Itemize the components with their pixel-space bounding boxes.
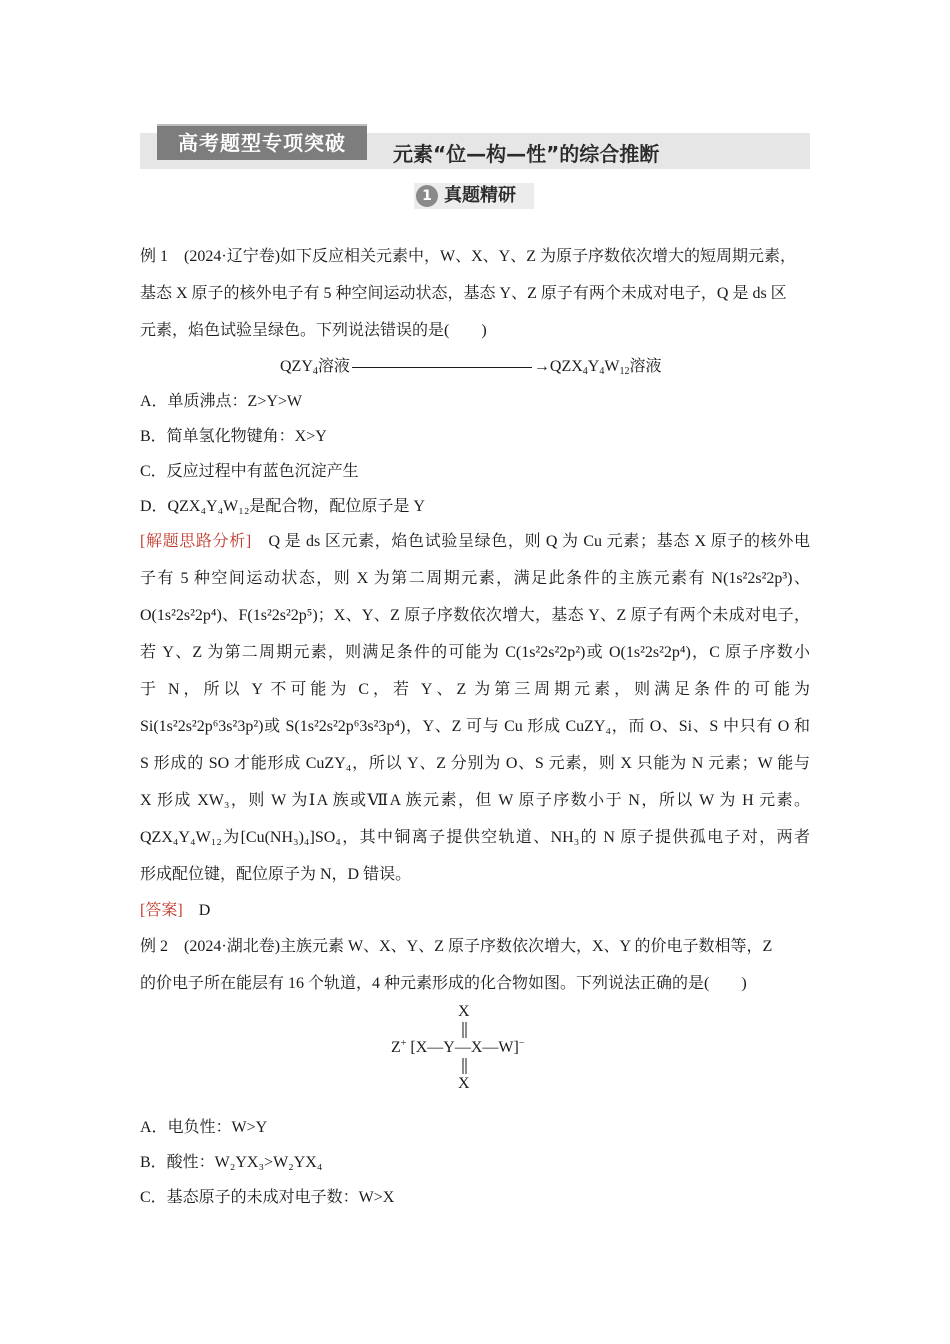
analysis-line9: QZX₄Y₄W₁₂为[Cu(NH₃)₄]SO₄，其中铜离子提供空轨道、NH₃的 N 原子提供孤电子对，两者 xyxy=(140,829,810,846)
analysis-line6: Si(1s²2s²2p⁶3s²3p²)或 S(1s²2s²2p⁶3s²3p⁴)，Y、Z 可与 Cu 形成 CuZY₄，而 O、Si、S 中只有 O 和 xyxy=(140,718,810,735)
analysis-line8: X 形成 XW₃，则 W 为ⅠA 族或ⅦA 族元素，但 W 原子序数小于 N，所以 W 为 H 元素。 xyxy=(140,792,810,809)
reaction-arrow-icon xyxy=(352,367,532,368)
banner-badge: 高考题型专项突破 xyxy=(157,124,367,160)
analysis-line3: O(1s²2s²2p⁴)、F(1s²2s²2p⁵)；X、Y、Z 原子序数依次增大，基态 Y、Z 原子有两个未成对电子， xyxy=(140,607,810,624)
ex1-line2: 基态 X 原子的核外电子有 5 种空间运动状态，基态 Y、Z 原子有两个未成对电子，Q 是 ds 区 xyxy=(140,285,787,302)
section-number-icon: 1 xyxy=(416,185,438,207)
banner-title: 元素“位—构—性”的综合推断 xyxy=(393,142,660,166)
ex1-option-b: B．简单氢化物键角：X>Y xyxy=(140,428,327,445)
analysis-line2: 子有 5 种空间运动状态，则 X 为第二周期元素，满足此条件的主族元素有 N(1s²2s²2p³)、 xyxy=(140,570,810,587)
ex1-line1: 例 1 (2024·辽宁卷)如下反应相关元素中，W、X、Y、Z 为原子序数依次增大的短周期元素， xyxy=(140,248,797,265)
answer-line xyxy=(140,901,210,921)
ex2-option-b: B．酸性：W₂YX₃>W₂YX₄ xyxy=(140,1154,323,1171)
ex1-option-c: C．反应过程中有蓝色沉淀产生 xyxy=(140,463,359,480)
answer-value: D xyxy=(198,902,211,919)
ex1-option-a: A．单质沸点：Z>Y>W xyxy=(140,393,303,410)
struct-bottom-x: X xyxy=(458,1075,470,1092)
ex2-line2: 的价电子所在能层有 16 个轨道，4 种元素形成的化合物如图。下列说法正确的是( ) xyxy=(140,975,747,992)
ex2-option-c: C．基态原子的未成对电子数：W>X xyxy=(140,1189,395,1206)
ex1-equation: $QZY_4$溶液 $\to QZX_4Y_4W_{12}$溶液 xyxy=(280,358,662,377)
ex2-label: 例 2 xyxy=(140,938,169,955)
analysis-line7: S 形成的 SO 才能形成 CuZY₄，所以 Y、Z 分别为 O、S 元素，则 X 只能为 N 元素；W 能与 xyxy=(140,755,810,772)
double-bond-bottom-icon xyxy=(461,1058,469,1074)
analysis-tag: [解题思路分析] xyxy=(140,533,252,550)
section-title: 真题精研 xyxy=(444,185,516,206)
ex1-option-d: D．QZX₄Y₄W₁₂是配合物，配位原子是 Y xyxy=(140,498,425,515)
double-bond-top-icon xyxy=(461,1022,469,1038)
ex1-label: 例 1 xyxy=(140,248,169,265)
ex2-option-a: A．电负性：W>Y xyxy=(140,1119,268,1136)
answer-tag: [答案] xyxy=(140,902,183,919)
analysis-line5: 于 N，所以 Y 不可能为 C，若 Y、Z 为第三周期元素，则满足条件的可能为 xyxy=(140,681,810,698)
ex2-line1: 例 2 (2024·湖北卷)主族元素 W、X、Y、Z 原子序数依次增大，X、Y 的价电子数相等，Z xyxy=(140,938,773,955)
struct-top-x: X xyxy=(458,1003,470,1020)
analysis-line1: [解题思路分析] Q 是 ds 区元素，焰色试验呈绿色，则 Q 为 Cu 元素；基态 X 原子的核外电 xyxy=(140,533,810,550)
struct-main: Z+ [X—Y—X—W]− xyxy=(391,1038,525,1056)
analysis-line10: 形成配位键，配位原子为 N，D 错误。 xyxy=(140,866,412,883)
ex1-line3: 元素，焰色试验呈绿色。下列说法错误的是( ) xyxy=(140,322,487,339)
section-heading xyxy=(414,183,534,209)
analysis-line4: 若 Y、Z 为第二周期元素，则满足条件的可能为 C(1s²2s²2p²)或 O(1s²2s²2p⁴)，C 原子序数小 xyxy=(140,644,810,661)
